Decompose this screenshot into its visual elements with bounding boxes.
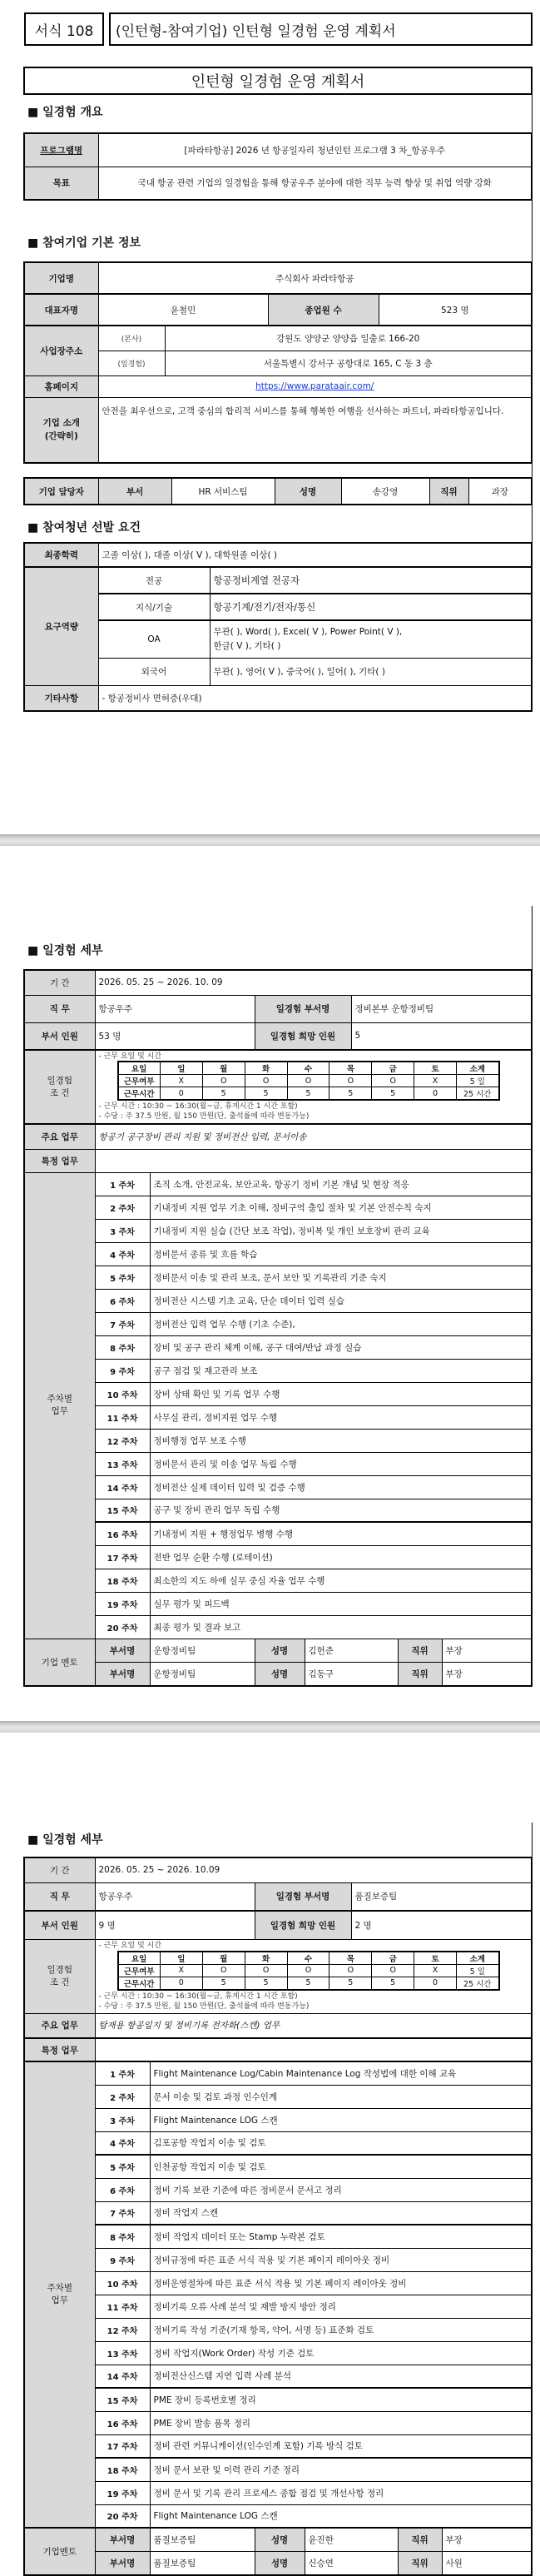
d1-weekly-label-line1: 주차별 bbox=[47, 1394, 72, 1404]
language-label: 외국어 bbox=[98, 658, 210, 685]
week-number: 5 주차 bbox=[95, 1266, 150, 1289]
sched-cell: O bbox=[329, 1964, 372, 1977]
mentor-dept-label: 부서명 bbox=[95, 2528, 150, 2552]
goal-label: 목표 bbox=[24, 167, 98, 200]
d1-job-value: 항공우주 bbox=[95, 995, 255, 1022]
week-number: 6 주차 bbox=[95, 1289, 150, 1312]
contact-position-label: 직위 bbox=[429, 478, 468, 505]
mentor-pos-label: 직위 bbox=[399, 2552, 443, 2574]
week-task: 최소한의 지도 하에 실무 중심 자율 업무 수행 bbox=[150, 1569, 532, 1592]
week-task: 정비 작업지(Work Order) 작성 기준 검토 bbox=[150, 2341, 532, 2365]
sched-header: 목 bbox=[329, 1952, 372, 1965]
week-number: 9 주차 bbox=[95, 1359, 150, 1382]
d1-schedule-table bbox=[117, 1061, 500, 1101]
week-task: 정비운영절차에 따른 표준 서식 적용 및 기본 페이지 레이아웃 정비 bbox=[150, 2271, 532, 2295]
sched-cell: X bbox=[414, 1964, 457, 1977]
d2-period-value: 2026. 05. 25 ~ 2026. 10.09 bbox=[95, 1857, 532, 1882]
week-number: 17 주차 bbox=[95, 2434, 150, 2458]
mentor-dept: 품질보증팀 bbox=[150, 2552, 255, 2576]
sched-cell: O bbox=[202, 1075, 245, 1087]
sched-cell: O bbox=[329, 1075, 372, 1087]
week-number: 20 주차 bbox=[95, 2504, 150, 2528]
mentor-pos-cell bbox=[398, 2528, 532, 2552]
week-number: 20 주차 bbox=[95, 1615, 150, 1639]
mentor-pos-label: 직위 bbox=[399, 1663, 443, 1685]
sched-cell: 근무시간 bbox=[118, 1087, 161, 1101]
week-task: 공구 및 장비 관리 업무 독립 수행 bbox=[150, 1499, 532, 1522]
sched-cell: 5 bbox=[287, 1977, 329, 1990]
d1-cond-label bbox=[24, 1050, 95, 1124]
week-number: 7 주차 bbox=[95, 1312, 150, 1335]
education-label: 최종학력 bbox=[24, 543, 98, 567]
d2-wanted-value: 2 명 bbox=[351, 1911, 532, 1939]
requirements-section-title: ■ 참여청년 선발 요건 bbox=[27, 521, 141, 535]
week-number: 8 주차 bbox=[95, 2225, 150, 2248]
week-task: 정비규정에 따른 표준 서식 적용 및 기본 페이지 레이아웃 정비 bbox=[150, 2248, 532, 2271]
week-number: 9 주차 bbox=[95, 2248, 150, 2271]
sched-header: 일 bbox=[160, 1062, 202, 1075]
d1-cond-intro: - 근무 요일 및 시간 bbox=[98, 1052, 162, 1061]
d2-staff-label: 부서 인원 bbox=[24, 1911, 95, 1939]
d1-staff-label: 부서 인원 bbox=[24, 1022, 95, 1050]
week-task: 사무실 관리, 정비지원 업무 수행 bbox=[150, 1405, 532, 1429]
d1-main-task-value: 항공기 공구장비 관리 지원 및 정비전산 입력, 문서이송 bbox=[95, 1124, 532, 1149]
sched-cell: 5 bbox=[202, 1977, 245, 1990]
week-number: 7 주차 bbox=[95, 2201, 150, 2225]
d2-cond-label-line1: 일경험 bbox=[47, 1964, 72, 1975]
week-number: 12 주차 bbox=[95, 1429, 150, 1452]
sched-header: 토 bbox=[414, 1062, 457, 1075]
d2-cond-time: - 근무 시간 : 10:30 ~ 16:30(월~금, 휴게시간 1 시간 포함) bbox=[98, 1992, 298, 2001]
d1-cond-cell bbox=[95, 1050, 532, 1124]
mentor-dept: 운항정비팀 bbox=[150, 1662, 255, 1686]
week-task: 정비 작업지 스캔 bbox=[150, 2201, 532, 2225]
week-task: 장비 상태 확인 및 기록 업무 수행 bbox=[150, 1382, 532, 1405]
sched-cell: O bbox=[245, 1075, 287, 1087]
d2-dept-value: 품질보증팀 bbox=[351, 1882, 532, 1911]
goal-value: 국내 항공 관련 기업의 일경험을 통해 항공우주 분야에 대한 직무 능력 향상 및 취업 역량 강화 bbox=[98, 167, 532, 200]
mentor-name-label: 성명 bbox=[255, 1639, 305, 1662]
requirements-table bbox=[23, 542, 533, 712]
week-task: PME 장비 발송 품목 정리 bbox=[150, 2411, 532, 2434]
sched-header: 토 bbox=[414, 1952, 457, 1965]
hq-value: 강원도 양양군 양양읍 일출로 166-20 bbox=[165, 326, 532, 351]
intro-label-line2: (간략히) bbox=[44, 431, 78, 442]
d1-job-label: 직 무 bbox=[24, 995, 95, 1022]
sched-header: 소계 bbox=[457, 1952, 499, 1965]
major-value: 항공정비계열 전공자 bbox=[210, 567, 532, 594]
week-number: 10 주차 bbox=[95, 2271, 150, 2295]
week-number: 11 주차 bbox=[95, 1405, 150, 1429]
sched-header: 요일 bbox=[118, 1952, 161, 1965]
d2-period-label: 기 간 bbox=[24, 1857, 95, 1882]
week-task: 문서 이송 및 검토 과정 인수인계 bbox=[150, 2085, 532, 2108]
d2-cond-label-line2: 조 건 bbox=[49, 1977, 70, 1987]
sched-cell: 25 시간 bbox=[457, 1087, 499, 1101]
d2-main-task-value: 탑재용 항공일지 및 정비기록 전자화(스캔) 업무 bbox=[95, 2013, 532, 2038]
week-task: 정비 문서 보관 및 이력 관리 기준 정리 bbox=[150, 2458, 532, 2481]
week-task: 기내정비 지원 실습 (간단 보조 작업), 정비복 및 개인 보호장비 관리 교육 bbox=[150, 1219, 532, 1242]
week-task: 기내정비 지원 + 행정업무 병행 수행 bbox=[150, 1522, 532, 1545]
details-1-table bbox=[23, 969, 533, 1687]
company-name-label: 기업명 bbox=[24, 262, 98, 294]
week-task: 정비전산 시스템 기초 교육, 단순 데이터 입력 실습 bbox=[150, 1289, 532, 1312]
education-value: 고졸 이상( ), 대졸 이상( V ), 대학원졸 이상( ) bbox=[98, 543, 532, 567]
d1-weekly-label bbox=[24, 1172, 95, 1639]
sched-cell: 5 일 bbox=[457, 1964, 499, 1977]
week-task: 공구 점검 및 재고관리 보조 bbox=[150, 1359, 532, 1382]
d2-special-task-label: 특정 업무 bbox=[24, 2038, 95, 2061]
week-task: 김포공항 작업지 이송 및 검토 bbox=[150, 2131, 532, 2155]
sched-cell: 5 bbox=[372, 1977, 414, 1990]
sched-header: 요일 bbox=[118, 1062, 161, 1075]
form-number-box bbox=[24, 12, 104, 46]
d2-schedule-table bbox=[117, 1951, 500, 1991]
homepage-link[interactable]: https://www.parataair.com/ bbox=[255, 381, 374, 391]
mentor-dept-label: 부서명 bbox=[95, 2552, 150, 2576]
mentor-name: 김헌준 bbox=[305, 1639, 398, 1662]
mentor-name-label: 성명 bbox=[255, 2528, 305, 2552]
contact-name-value: 송강영 bbox=[341, 478, 429, 505]
mentor-dept: 운항정비팀 bbox=[150, 1639, 255, 1662]
skill-value: 항공기계/전기/전자/통신 bbox=[210, 594, 532, 620]
d1-weekly-label-line2: 업무 bbox=[51, 1406, 68, 1416]
oa-value-line1: 무관( ), Word( ), Excel( V ), Power Point( V ), bbox=[213, 626, 403, 637]
week-task: 정비문서 이송 및 관리 보조, 문서 보안 및 기록관리 기준 숙지 bbox=[150, 1266, 532, 1289]
sched-cell: 근무여부 bbox=[118, 1075, 161, 1087]
sched-cell: 5 bbox=[245, 1977, 287, 1990]
employees-value: 523 명 bbox=[379, 294, 532, 326]
company-name-value: 주식회사 파라타항공 bbox=[98, 262, 532, 294]
mentor-name-label: 성명 bbox=[255, 1662, 305, 1686]
d2-cond-cell bbox=[95, 1939, 532, 2013]
overview-table bbox=[23, 132, 533, 201]
week-task: 정비기록 오류 사례 분석 및 재발 방지 방안 정리 bbox=[150, 2295, 532, 2318]
mentor-pos-label: 직위 bbox=[399, 2529, 443, 2551]
overview-section-title: ■ 일경험 개요 bbox=[27, 106, 103, 119]
week-number: 1 주차 bbox=[95, 2061, 150, 2085]
main-title-box bbox=[23, 67, 533, 95]
sched-cell: 0 bbox=[414, 1087, 457, 1101]
week-number: 19 주차 bbox=[95, 2481, 150, 2504]
d2-staff-value: 9 명 bbox=[95, 1911, 255, 1939]
intro-value: 안전을 최우선으로, 고객 중심의 합리적 서비스를 통해 행복한 여행을 선사하는 파트너, 파라타항공입니다. bbox=[98, 397, 532, 463]
week-task: 실무 평가 및 피드백 bbox=[150, 1592, 532, 1615]
d2-job-label: 직 무 bbox=[24, 1882, 95, 1911]
mentor-pos-cell bbox=[398, 1639, 532, 1662]
sched-header: 금 bbox=[372, 1952, 414, 1965]
sched-header: 목 bbox=[329, 1062, 372, 1075]
form-number: 서식 108 bbox=[34, 22, 94, 40]
sched-header: 화 bbox=[245, 1062, 287, 1075]
week-task: Flight Maintenance LOG 스캔 bbox=[150, 2108, 532, 2131]
week-task: 정비 관련 커뮤니케이션(인수인계 포함) 기록 방식 검토 bbox=[150, 2434, 532, 2458]
week-number: 4 주차 bbox=[95, 1242, 150, 1266]
d2-cond-pay: - 수당 : 주 37.5 만원, 월 150 만원(단, 출석률에 따라 변동가능) bbox=[98, 2002, 310, 2011]
d1-period-value: 2026. 05. 25 ~ 2026. 10. 09 bbox=[95, 970, 532, 995]
sched-cell: 5 bbox=[287, 1087, 329, 1101]
intro-label bbox=[24, 397, 98, 463]
d1-cond-label-line2: 조 건 bbox=[49, 1087, 70, 1098]
sched-cell: 5 bbox=[372, 1087, 414, 1101]
language-value: 무관( ), 영어( V ), 중국어( ), 일어( ), 기타( ) bbox=[210, 658, 532, 685]
oa-value-line2: 한글( V ), 기타( ) bbox=[213, 640, 281, 651]
form-title: (인턴형-참여기업) 인턴형 일경험 운영 계획서 bbox=[116, 22, 396, 40]
week-task: 정비 문서 및 기록 관리 프로세스 종합 점검 및 개선사항 정리 bbox=[150, 2481, 532, 2504]
intro-label-line1: 기업 소개 bbox=[42, 418, 80, 429]
week-number: 18 주차 bbox=[95, 1569, 150, 1592]
sched-cell: 25 시간 bbox=[457, 1977, 499, 1990]
week-task: 정비문서 관리 및 이송 업무 독립 수행 bbox=[150, 1452, 532, 1475]
week-task: 정비전산신스템 지연 입력 사례 분석 bbox=[150, 2365, 532, 2388]
address-label: 사업장주소 bbox=[24, 326, 98, 375]
sched-header: 수 bbox=[287, 1952, 329, 1965]
sched-cell: X bbox=[160, 1964, 202, 1977]
mentor-name: 김동구 bbox=[305, 1662, 398, 1686]
week-number: 14 주차 bbox=[95, 2365, 150, 2388]
main-title: 인턴형 일경험 운영 계획서 bbox=[191, 73, 365, 91]
week-task: 전반 업무 순환 수행 (로테이션) bbox=[150, 1545, 532, 1569]
week-number: 15 주차 bbox=[95, 1499, 150, 1522]
details-1-section-title: ■ 일경험 세부 bbox=[27, 944, 103, 957]
mentor-pos: 부장 bbox=[445, 1668, 463, 1679]
page-1 bbox=[0, 0, 540, 834]
d2-dept-label: 일경험 부서명 bbox=[255, 1882, 351, 1911]
week-number: 6 주차 bbox=[95, 2178, 150, 2201]
ceo-label: 대표자명 bbox=[24, 294, 98, 326]
mentor-pos-label: 직위 bbox=[399, 1639, 443, 1662]
week-task: 조직 소개, 안전교육, 보안교육, 항공기 정비 기본 개념 및 현장 적응 bbox=[150, 1172, 532, 1196]
mentor-pos: 사원 bbox=[445, 2559, 463, 2569]
d1-staff-value: 53 명 bbox=[95, 1022, 255, 1050]
week-number: 18 주차 bbox=[95, 2458, 150, 2481]
etc-label: 기타사항 bbox=[24, 685, 98, 711]
week-task: 정비행정 업무 보조 수행 bbox=[150, 1429, 532, 1452]
d2-cond-intro: - 근무 요일 및 시간 bbox=[98, 1941, 162, 1950]
sched-cell: X bbox=[414, 1075, 457, 1087]
week-task: 정비전산 입력 업무 수행 (기초 수준), bbox=[150, 1312, 532, 1335]
mentor-pos-cell bbox=[398, 1662, 532, 1686]
sched-cell: O bbox=[202, 1964, 245, 1977]
contact-dept-value: HR 서비스팀 bbox=[171, 478, 275, 505]
mentor-name: 신승연 bbox=[305, 2552, 398, 2576]
mentor-pos: 부장 bbox=[445, 2535, 463, 2545]
d2-weekly-label-line2: 업무 bbox=[51, 2295, 68, 2305]
details-2-table bbox=[23, 1857, 533, 2576]
d1-cond-pay: - 수당 : 주 37.5 만원, 월 150 만원(단, 출석률에 따라 변동가능) bbox=[98, 1112, 310, 1121]
week-number: 1 주차 bbox=[95, 1172, 150, 1196]
sched-header: 월 bbox=[202, 1952, 245, 1965]
employees-label: 종업원 수 bbox=[268, 294, 379, 326]
d1-dept-label: 일경험 부서명 bbox=[255, 995, 351, 1022]
page-3 bbox=[0, 1733, 540, 2569]
program-label: 프로그램명 bbox=[24, 133, 98, 167]
week-number: 10 주차 bbox=[95, 1382, 150, 1405]
sched-cell: 5 bbox=[329, 1087, 372, 1101]
d2-special-task-value bbox=[95, 2038, 532, 2061]
page-separator-2 bbox=[0, 1721, 540, 1733]
d2-cond-label bbox=[24, 1939, 95, 2013]
sched-header: 월 bbox=[202, 1062, 245, 1075]
sched-header: 화 bbox=[245, 1952, 287, 1965]
sched-cell: 근무여부 bbox=[118, 1964, 161, 1977]
week-task: Flight Maintenance Log/Cabin Maintenance Log 작성법에 대한 이해 교육 bbox=[150, 2061, 532, 2085]
week-task: 정비 기록 보관 기준에 따른 정비문서 문서고 정리 bbox=[150, 2178, 532, 2201]
d1-wanted-label: 일경험 희망 인원 bbox=[255, 1022, 351, 1050]
mentor-dept-label: 부서명 bbox=[95, 1662, 150, 1686]
major-label: 전공 bbox=[98, 567, 210, 594]
sched-cell: O bbox=[287, 1075, 329, 1087]
form-title-box bbox=[109, 12, 533, 46]
sched-cell: O bbox=[372, 1964, 414, 1977]
week-number: 3 주차 bbox=[95, 2108, 150, 2131]
week-task: Flight Maintenance LOG 스캔 bbox=[150, 2504, 532, 2528]
d2-main-task-label: 주요 업무 bbox=[24, 2013, 95, 2038]
sched-header: 소계 bbox=[457, 1062, 499, 1075]
sched-cell: 5 bbox=[245, 1087, 287, 1101]
page-2 bbox=[0, 846, 540, 1721]
week-task: 인천공항 작업지 이송 및 검토 bbox=[150, 2155, 532, 2178]
mentor-name-label: 성명 bbox=[255, 2552, 305, 2576]
d1-wanted-value: 5 bbox=[351, 1022, 532, 1050]
oa-label: OA bbox=[98, 620, 210, 658]
competency-label: 요구역량 bbox=[24, 567, 98, 685]
sched-header: 금 bbox=[372, 1062, 414, 1075]
hq-label: (본사) bbox=[98, 326, 165, 351]
week-number: 8 주차 bbox=[95, 1335, 150, 1359]
sched-cell: 5 bbox=[329, 1977, 372, 1990]
page-separator-1 bbox=[0, 834, 540, 846]
d2-mentor-label: 기업멘토 bbox=[24, 2528, 95, 2575]
sched-cell: X bbox=[160, 1075, 202, 1087]
sched-cell: 0 bbox=[160, 1977, 202, 1990]
d1-cond-label-line1: 일경험 bbox=[47, 1075, 72, 1086]
mentor-pos: 부장 bbox=[445, 1645, 463, 1656]
d2-job-value: 항공우주 bbox=[95, 1882, 255, 1911]
week-number: 11 주차 bbox=[95, 2295, 150, 2318]
company-section-title: ■ 참여기업 기본 정보 bbox=[27, 236, 141, 250]
d2-wanted-label: 일경험 희망 인원 bbox=[255, 1911, 351, 1939]
week-task: 정비전산 실제 데이터 입력 및 검증 수행 bbox=[150, 1475, 532, 1499]
week-task: 장비 및 공구 관리 체계 이해, 공구 대여/반납 과정 실습 bbox=[150, 1335, 532, 1359]
skill-label: 지식/기술 bbox=[98, 594, 210, 620]
work-site-value: 서울특별시 강서구 공항대로 165, C 동 3 층 bbox=[165, 351, 532, 375]
sched-cell: O bbox=[245, 1964, 287, 1977]
d2-weekly-label-line1: 주차별 bbox=[47, 2283, 72, 2293]
week-number: 14 주차 bbox=[95, 1475, 150, 1499]
work-site-label: (일경험) bbox=[98, 351, 165, 375]
ceo-value: 윤철민 bbox=[98, 294, 268, 326]
week-number: 15 주차 bbox=[95, 2388, 150, 2411]
mentor-name: 윤진한 bbox=[305, 2528, 398, 2552]
program-value: [파라타항공] 2026 년 항공일자리 청년인턴 프로그램 3 차_항공우주 bbox=[98, 133, 532, 167]
oa-value bbox=[210, 620, 532, 658]
week-task: 정비 작업지 데이터 또는 Stamp 누락본 검토 bbox=[150, 2225, 532, 2248]
week-number: 17 주차 bbox=[95, 1545, 150, 1569]
week-number: 12 주차 bbox=[95, 2318, 150, 2341]
week-task: 기내정비 지원 업무 기초 이해, 정비구역 출입 절차 및 기본 안전수칙 숙지 bbox=[150, 1196, 532, 1219]
week-number: 2 주차 bbox=[95, 2085, 150, 2108]
d1-dept-value: 정비본부 운항정비팀 bbox=[351, 995, 532, 1022]
week-number: 13 주차 bbox=[95, 1452, 150, 1475]
d1-main-task-label: 주요 업무 bbox=[24, 1124, 95, 1149]
sched-cell: 근무시간 bbox=[118, 1977, 161, 1990]
week-number: 16 주차 bbox=[95, 2411, 150, 2434]
d1-period-label: 기 간 bbox=[24, 970, 95, 995]
week-number: 16 주차 bbox=[95, 1522, 150, 1545]
d1-cond-time: - 근무 시간 : 10:30 ~ 16:30(월~금, 휴게시간 1 시간 포함) bbox=[98, 1102, 298, 1111]
d1-special-task-value bbox=[95, 1149, 532, 1172]
contact-label: 기업 담당자 bbox=[24, 478, 98, 505]
week-task: PME 장비 등록번호별 정리 bbox=[150, 2388, 532, 2411]
week-number: 2 주차 bbox=[95, 1196, 150, 1219]
mentor-dept-label: 부서명 bbox=[95, 1639, 150, 1662]
details-2-section-title: ■ 일경험 세부 bbox=[27, 1833, 103, 1847]
homepage-label: 홈페이지 bbox=[24, 375, 98, 397]
sched-cell: 5 bbox=[202, 1087, 245, 1101]
d2-weekly-label bbox=[24, 2061, 95, 2528]
sched-cell: 0 bbox=[414, 1977, 457, 1990]
sched-cell: 0 bbox=[160, 1087, 202, 1101]
sched-header: 일 bbox=[160, 1952, 202, 1965]
week-task: 최종 평가 및 결과 보고 bbox=[150, 1615, 532, 1639]
week-number: 3 주차 bbox=[95, 1219, 150, 1242]
week-number: 4 주차 bbox=[95, 2131, 150, 2155]
sched-cell: O bbox=[287, 1964, 329, 1977]
contact-name-label: 성명 bbox=[275, 478, 341, 505]
etc-value: - 항공정비사 면허증(우대) bbox=[98, 685, 532, 711]
week-number: 5 주차 bbox=[95, 2155, 150, 2178]
d1-special-task-label: 특정 업무 bbox=[24, 1149, 95, 1172]
d1-mentor-label: 기업 멘토 bbox=[24, 1639, 95, 1686]
mentor-dept: 품질보증팀 bbox=[150, 2528, 255, 2552]
week-task: 정비문서 종류 및 흐름 학습 bbox=[150, 1242, 532, 1266]
week-number: 19 주차 bbox=[95, 1592, 150, 1615]
company-table bbox=[23, 261, 533, 464]
contact-dept-label: 부서 bbox=[98, 478, 171, 505]
sched-header: 수 bbox=[287, 1062, 329, 1075]
week-number: 13 주차 bbox=[95, 2341, 150, 2365]
week-task: 정비기록 작성 기준(기재 항목, 약어, 서명 등) 표준화 검토 bbox=[150, 2318, 532, 2341]
sched-cell: O bbox=[372, 1075, 414, 1087]
contact-position-value: 과장 bbox=[468, 478, 532, 505]
contact-table bbox=[23, 477, 533, 505]
mentor-pos-cell bbox=[398, 2552, 532, 2576]
sched-cell: 5 일 bbox=[457, 1075, 499, 1087]
